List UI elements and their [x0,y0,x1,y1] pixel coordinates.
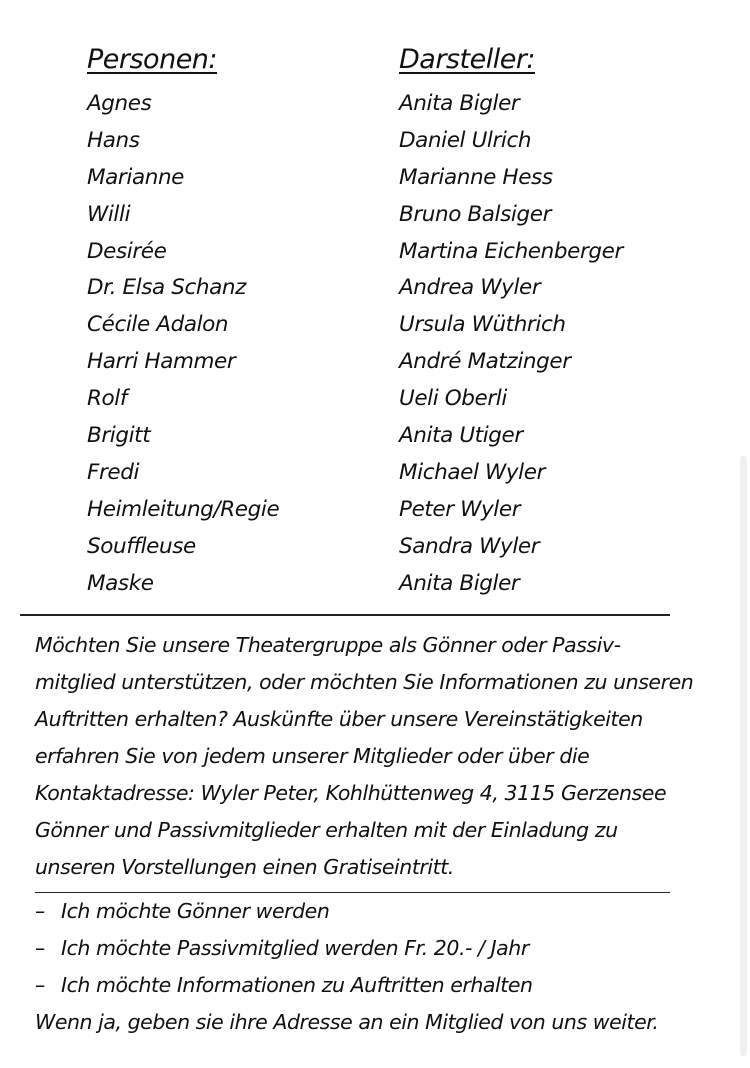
scrollbar-track[interactable] [740,456,747,1056]
cast-row [87,492,687,529]
cast-list [87,86,687,602]
cast-row [87,455,687,492]
cast-row [87,418,687,455]
cast-actor: Anita Utiger [399,423,523,449]
cast-actor: André Matzinger [399,349,571,375]
cast-actor: Ursula Wüthrich [399,312,566,338]
cast-role: Agnes [87,91,152,116]
option-item [35,930,725,967]
cast-role: Harri Hammer [87,349,236,375]
cast-row [87,529,687,566]
cast-row [87,86,687,123]
option-item [35,893,725,930]
cast-row [87,123,687,160]
cast-actor: Peter Wyler [399,496,521,522]
info-line: Gönner und Passivmitglieder erhalten mit der Einladung zu [35,818,618,842]
dash-bullet: – [35,936,45,960]
divider [20,614,670,616]
cast-row [87,381,687,418]
cast-role: Marianne [87,164,184,190]
option-text: Ich möchte Gönner werden [61,899,330,923]
cast-actor: Marianne Hess [399,164,553,190]
cast-role: Desirée [87,238,167,264]
cast-role: Willi [87,201,131,227]
info-line: Kontaktadresse: Wyler Peter, Kohlhüttenweg 4, 3115 Gerzensee [35,781,667,805]
cast-row [87,344,687,381]
cast-role: Heimleitung/Regie [87,496,280,522]
options-list [35,893,725,1004]
info-line: Möchten Sie unsere Theatergruppe als Gönner oder Passiv- [35,633,621,657]
cast-actor: Bruno Balsiger [399,201,552,227]
cast-row [87,566,687,603]
cast-header-roles: Personen: [87,44,218,75]
cast-actor: Daniel Ulrich [399,127,532,153]
cast-row [87,307,687,344]
info-line: erfahren Sie von jedem unserer Mitglieder oder über die [35,744,590,768]
cast-role: Souffleuse [87,533,196,559]
cast-role: Dr. Elsa Schanz [87,275,247,301]
cast-actor: Anita Bigler [399,91,520,116]
info-line: Auftritten erhalten? Auskünfte über unsere Vereinstätigkeiten [35,707,643,731]
option-text: Ich möchte Informationen zu Auftritten erhalten [61,973,533,997]
dash-bullet: – [35,973,45,997]
info-line: mitglied unterstützen, oder möchten Sie Informationen zu unseren [35,670,694,694]
cast-row [87,270,687,307]
cast-row [87,160,687,197]
cast-role: Brigitt [87,423,151,449]
cast-header-actors: Darsteller: [399,44,536,75]
dash-bullet: – [35,899,45,923]
closing-note: Wenn ja, geben sie ihre Adresse an ein Mitglied von uns weiter. [35,1010,659,1034]
cast-actor: Anita Bigler [399,570,520,596]
cast-role: Cécile Adalon [87,312,229,338]
cast-actor: Michael Wyler [399,459,546,485]
membership-options [35,893,725,1041]
cast-role: Fredi [87,459,140,485]
option-item [35,967,725,1004]
cast-role: Rolf [87,386,128,412]
option-text: Ich möchte Passivmitglied werden Fr. 20.- / Jahr [61,936,529,960]
cast-row [87,197,687,234]
cast-actor: Andrea Wyler [399,275,541,301]
cast-role: Hans [87,127,140,153]
cast-actor: Martina Eichenberger [399,238,623,264]
cast-row [87,234,687,271]
cast-role: Maske [87,570,154,596]
cast-actor: Ueli Oberli [399,386,507,412]
membership-info [35,627,725,886]
cast-actor: Sandra Wyler [399,533,540,559]
info-line: unseren Vorstellungen einen Gratiseintritt. [35,855,454,879]
